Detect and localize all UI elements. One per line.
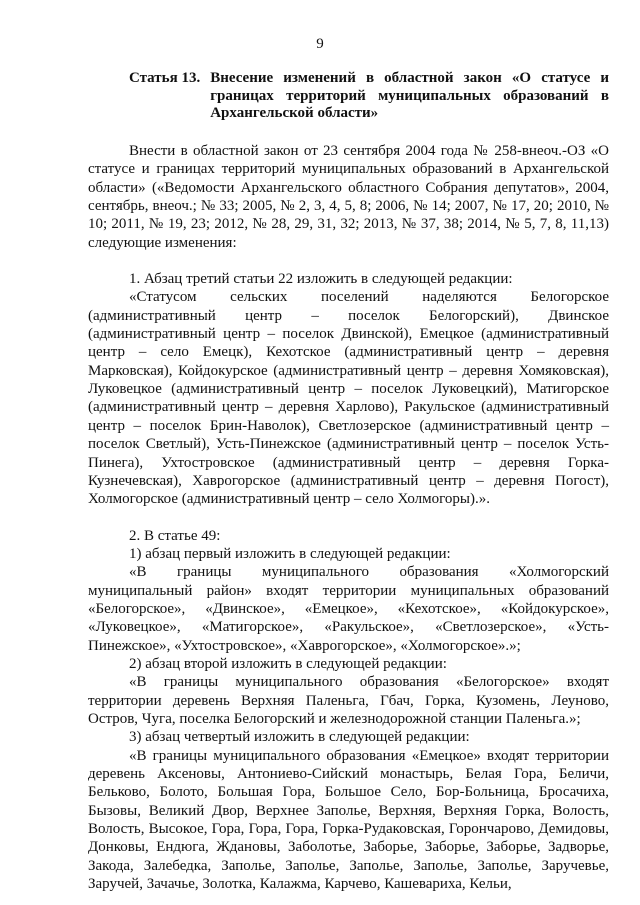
paragraph: 1) абзац первый изложить в следующей редакции: (129, 545, 451, 562)
paragraph: «В границы муниципального образования «Белогорское» входят территории деревень Верхняя Паленьга, Гбач, Горка, Кузомень, Леуново, Остров, Чуга, поселка Белогорский и железнодорожной станции Паленьга.»; (88, 674, 609, 727)
page-number: 9 (316, 36, 324, 52)
document-body (88, 142, 609, 893)
paragraph: Внести в областной закон от 23 сентября 2004 года № 258-внеоч.-ОЗ «О статусе и границах территорий муниципальных образований в Архангельской области» («Ведомости Архангельского областного Собрания депутатов», 2004, сентябрь, внеоч.; № 33; 2005, № 2, 3, 4, 5, 8; 2006, № 14; 2007, № 17, 20; 2010, № 10; 2011, № 19, 23; 2012, № 28, 29, 31, 32; 2013, № 37, 38; 2014, № 5, 7, 8, 11,13) следующие изменения: (88, 143, 609, 251)
paragraph: «Статусом сельских поселений наделяются Белогорское (административный центр – поселок Белогорский), Двинское (административный центр – поселок Двинской), Емецкое (административный центр – село Емецк), Кехотское (административный центр – деревня Марковская), Койдокурское (административный центр – деревня Хомяковская), Луковецкое (административный центр – поселок Луковецкий), Матигорское (административный центр – деревня Харлово), Ракульское (административный центр – поселок Брин-Наволок), Светлозерское (административный центр – поселок Светлый), Усть-Пинежское (административный центр – поселок Усть-Пинега), Ухтостровское (административный центр – деревня Горка-Кузнечевская), Хаврогорское (административный центр – деревня Погост), Холмогорское (административный центр – село Холмогоры).». (88, 289, 609, 508)
paragraph: «В границы муниципального образования «Емецкое» входят территории деревень Аксеновы, Антониево-Сийский монастырь, Белая Гора, Беличи, Бельково, Болото, Большая Гора, Большое Село, Бор-Больница, Бросачиха, Бызовы, Великий Двор, Верхнее Заполье, Верхняя, Верхняя Горка, Волость, Волость, Высокое, Гора, Гора, Гора, Горка-Рудаковская, Горончарово, Демидовы, Донковы, Ендюга, Ждановы, Заболотье, Заборье, Заборье, Заборье, Задворье, Закода, Залебедка, Заполье, Заполье, Заполье, Заполье, Заполье, Заручевье, Заручей, Зачачье, Золотка, Калажма, Карчево, Кашевариха, Кельи, (88, 747, 609, 893)
article-title: Внесение изменений в областной закон «О статусе и границах территорий муниципальных образований в Архангельской области» (210, 70, 609, 121)
paragraph: «В границы муниципального образования «Холмогорский муниципальный район» входят территории муниципальных образований «Белогорское», «Двинское», «Емецкое», «Кехотское», «Койдокурское», «Луковецкое», «Матигорское», «Ракульское», «Светлозерское», «Усть-Пинежское», «Ухтостровское», «Хаврогорское», «Холмогорское».»; (88, 564, 609, 654)
paragraph: 3) абзац четвертый изложить в следующей редакции: (129, 729, 470, 746)
paragraph: 2. В статье 49: (129, 527, 221, 544)
paragraph: 1. Абзац третий статьи 22 изложить в следующей редакции: (129, 271, 513, 288)
article-label: Статья 13. (129, 70, 201, 86)
article-heading (88, 70, 609, 123)
paragraph: 2) абзац второй изложить в следующей редакции: (129, 655, 447, 672)
